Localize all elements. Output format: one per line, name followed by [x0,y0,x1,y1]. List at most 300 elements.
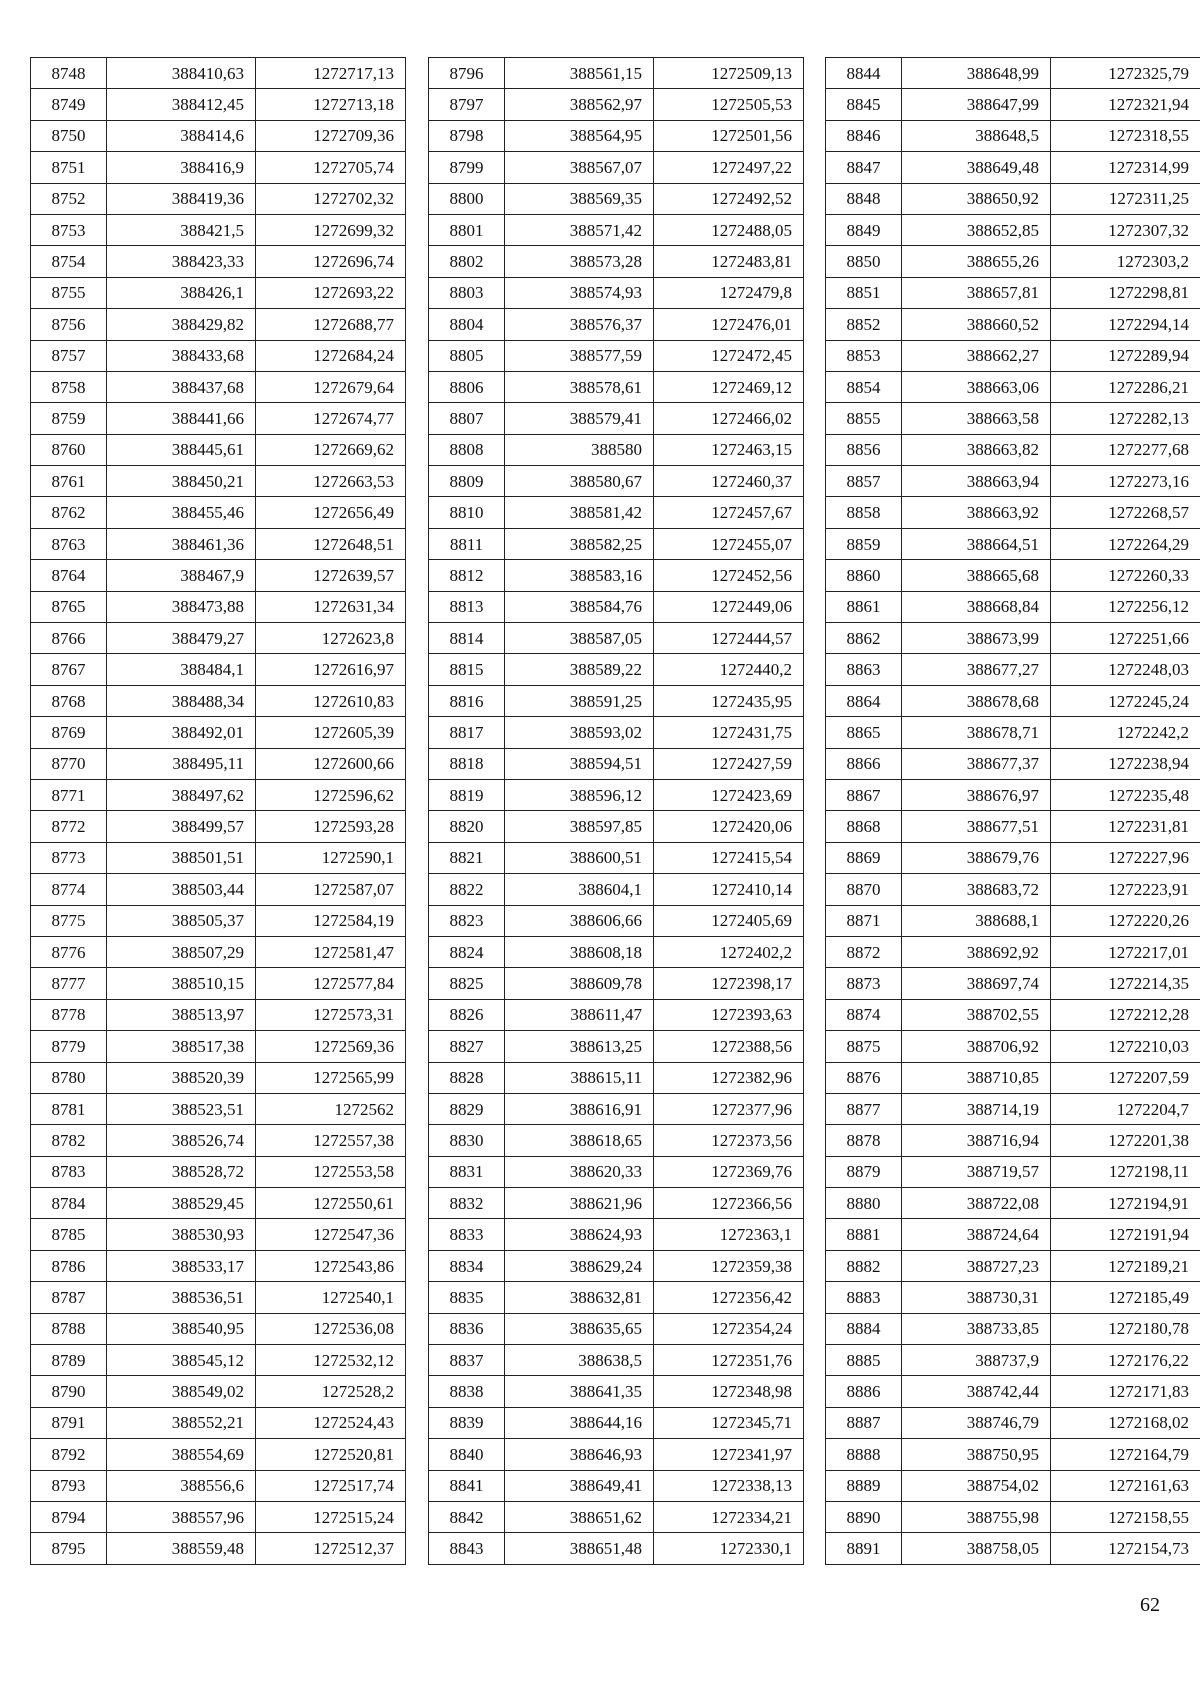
y-coordinate: 1272354,24 [654,1313,804,1344]
x-coordinate: 388549,02 [107,1376,256,1407]
x-coordinate: 388530,93 [107,1219,256,1250]
point-number: 8837 [429,1345,505,1376]
y-coordinate: 1272479,8 [654,277,804,308]
y-coordinate: 1272656,49 [256,497,406,528]
point-number: 8807 [429,403,505,434]
x-coordinate: 388641,35 [505,1376,654,1407]
y-coordinate: 1272212,28 [1051,999,1200,1030]
x-coordinate: 388429,82 [107,309,256,340]
y-coordinate: 1272341,97 [654,1439,804,1470]
table-row [429,1501,804,1532]
x-coordinate: 388608,18 [505,936,654,967]
point-number: 8844 [826,58,902,89]
y-coordinate: 1272248,03 [1051,654,1200,685]
table-row [826,999,1200,1030]
coordinate-tables [30,57,1189,1567]
x-coordinate: 388416,9 [107,152,256,183]
point-number: 8818 [429,748,505,779]
x-coordinate: 388657,81 [902,277,1051,308]
table-row [826,246,1200,277]
y-coordinate: 1272528,2 [256,1376,406,1407]
table-row [31,654,406,685]
y-coordinate: 1272431,75 [654,717,804,748]
x-coordinate: 388632,81 [505,1282,654,1313]
y-coordinate: 1272251,66 [1051,623,1200,654]
y-coordinate: 1272509,13 [654,58,804,89]
x-coordinate: 388706,92 [902,1031,1051,1062]
table-row [31,685,406,716]
y-coordinate: 1272402,2 [654,936,804,967]
point-number: 8860 [826,560,902,591]
point-number: 8873 [826,968,902,999]
point-number: 8857 [826,466,902,497]
y-coordinate: 1272536,08 [256,1313,406,1344]
x-coordinate: 388746,79 [902,1407,1051,1438]
point-number: 8840 [429,1439,505,1470]
point-number: 8751 [31,152,107,183]
table-row [429,1093,804,1124]
x-coordinate: 388673,99 [902,623,1051,654]
table-row [429,1062,804,1093]
table-row [429,591,804,622]
y-coordinate: 1272294,14 [1051,309,1200,340]
y-coordinate: 1272452,56 [654,560,804,591]
y-coordinate: 1272325,79 [1051,58,1200,89]
y-coordinate: 1272415,54 [654,842,804,873]
x-coordinate: 388755,98 [902,1501,1051,1532]
table-row [429,968,804,999]
point-number: 8834 [429,1250,505,1281]
table-row [429,560,804,591]
point-number: 8888 [826,1439,902,1470]
point-number: 8810 [429,497,505,528]
table-row [31,1219,406,1250]
y-coordinate: 1272382,96 [654,1062,804,1093]
table-row [826,309,1200,340]
table-row [429,623,804,654]
y-coordinate: 1272562 [256,1093,406,1124]
y-coordinate: 1272457,67 [654,497,804,528]
x-coordinate: 388662,27 [902,340,1051,371]
x-coordinate: 388742,44 [902,1376,1051,1407]
y-coordinate: 1272180,78 [1051,1313,1200,1344]
point-number: 8843 [429,1533,505,1564]
point-number: 8781 [31,1093,107,1124]
x-coordinate: 388467,9 [107,560,256,591]
x-coordinate: 388545,12 [107,1345,256,1376]
table-row [31,1470,406,1501]
y-coordinate: 1272460,37 [654,466,804,497]
table-row [826,403,1200,434]
point-number: 8770 [31,748,107,779]
point-number: 8850 [826,246,902,277]
y-coordinate: 1272420,06 [654,811,804,842]
point-number: 8767 [31,654,107,685]
x-coordinate: 388596,12 [505,779,654,810]
point-number: 8891 [826,1533,902,1564]
point-number: 8820 [429,811,505,842]
y-coordinate: 1272623,8 [256,623,406,654]
x-coordinate: 388503,44 [107,874,256,905]
point-number: 8765 [31,591,107,622]
y-coordinate: 1272569,36 [256,1031,406,1062]
point-number: 8890 [826,1501,902,1532]
y-coordinate: 1272373,56 [654,1125,804,1156]
coordinate-table-1 [30,57,406,1565]
y-coordinate: 1272600,66 [256,748,406,779]
point-number: 8749 [31,89,107,120]
table-row [826,811,1200,842]
point-number: 8769 [31,717,107,748]
table-row [31,779,406,810]
point-number: 8778 [31,999,107,1030]
x-coordinate: 388724,64 [902,1219,1051,1250]
table-row [429,685,804,716]
x-coordinate: 388663,82 [902,434,1051,465]
y-coordinate: 1272363,1 [654,1219,804,1250]
point-number: 8766 [31,623,107,654]
point-number: 8817 [429,717,505,748]
point-number: 8748 [31,58,107,89]
x-coordinate: 388414,6 [107,120,256,151]
x-coordinate: 388702,55 [902,999,1051,1030]
y-coordinate: 1272191,94 [1051,1219,1200,1250]
table-row [826,685,1200,716]
y-coordinate: 1272256,12 [1051,591,1200,622]
table-row [826,842,1200,873]
point-number: 8776 [31,936,107,967]
y-coordinate: 1272356,42 [654,1282,804,1313]
table-row [31,152,406,183]
table-row [31,497,406,528]
table-row [826,779,1200,810]
x-coordinate: 388600,51 [505,842,654,873]
y-coordinate: 1272201,38 [1051,1125,1200,1156]
table-row [826,1376,1200,1407]
table-row [31,905,406,936]
x-coordinate: 388559,48 [107,1533,256,1564]
y-coordinate: 1272338,13 [654,1470,804,1501]
table-row [826,654,1200,685]
x-coordinate: 388526,74 [107,1125,256,1156]
table-row [31,591,406,622]
table-row [826,1501,1200,1532]
table-row [31,1376,406,1407]
point-number: 8760 [31,434,107,465]
point-number: 8868 [826,811,902,842]
x-coordinate: 388678,71 [902,717,1051,748]
y-coordinate: 1272204,7 [1051,1093,1200,1124]
table-row [429,89,804,120]
table-row [429,183,804,214]
x-coordinate: 388615,11 [505,1062,654,1093]
table-row [429,842,804,873]
x-coordinate: 388621,96 [505,1188,654,1219]
table-row [826,1156,1200,1187]
table-row [31,58,406,89]
point-number: 8792 [31,1439,107,1470]
point-number: 8874 [826,999,902,1030]
page-number: 62 [1140,1594,1160,1616]
y-coordinate: 1272348,98 [654,1376,804,1407]
y-coordinate: 1272565,99 [256,1062,406,1093]
table-row [429,1439,804,1470]
y-coordinate: 1272268,57 [1051,497,1200,528]
point-number: 8759 [31,403,107,434]
point-number: 8808 [429,434,505,465]
x-coordinate: 388648,5 [902,120,1051,151]
coordinate-table-2 [428,57,804,1565]
y-coordinate: 1272515,24 [256,1501,406,1532]
table-row [429,779,804,810]
x-coordinate: 388649,48 [902,152,1051,183]
table-row [826,1031,1200,1062]
x-coordinate: 388624,93 [505,1219,654,1250]
table-row [31,246,406,277]
point-number: 8841 [429,1470,505,1501]
table-row [429,403,804,434]
y-coordinate: 1272469,12 [654,371,804,402]
point-number: 8804 [429,309,505,340]
point-number: 8780 [31,1062,107,1093]
y-coordinate: 1272185,49 [1051,1282,1200,1313]
x-coordinate: 388758,05 [902,1533,1051,1564]
table-row [826,905,1200,936]
table-row [429,874,804,905]
x-coordinate: 388587,05 [505,623,654,654]
point-number: 8758 [31,371,107,402]
y-coordinate: 1272282,13 [1051,403,1200,434]
x-coordinate: 388644,16 [505,1407,654,1438]
table-row [826,936,1200,967]
table-row [826,717,1200,748]
table-row [826,340,1200,371]
y-coordinate: 1272273,16 [1051,466,1200,497]
x-coordinate: 388635,65 [505,1313,654,1344]
y-coordinate: 1272444,57 [654,623,804,654]
y-coordinate: 1272532,12 [256,1345,406,1376]
table-row [429,905,804,936]
x-coordinate: 388697,74 [902,968,1051,999]
table-row [429,1282,804,1313]
y-coordinate: 1272584,19 [256,905,406,936]
point-number: 8866 [826,748,902,779]
table-row [826,89,1200,120]
table-row [429,466,804,497]
point-number: 8772 [31,811,107,842]
x-coordinate: 388505,37 [107,905,256,936]
table-row [826,1188,1200,1219]
x-coordinate: 388574,93 [505,277,654,308]
x-coordinate: 388492,01 [107,717,256,748]
y-coordinate: 1272334,21 [654,1501,804,1532]
table-row [31,1031,406,1062]
table-row [31,1501,406,1532]
x-coordinate: 388576,37 [505,309,654,340]
y-coordinate: 1272688,77 [256,309,406,340]
y-coordinate: 1272260,33 [1051,560,1200,591]
point-number: 8882 [826,1250,902,1281]
table-row [826,591,1200,622]
x-coordinate: 388733,85 [902,1313,1051,1344]
point-number: 8846 [826,120,902,151]
y-coordinate: 1272693,22 [256,277,406,308]
x-coordinate: 388523,51 [107,1093,256,1124]
x-coordinate: 388638,5 [505,1345,654,1376]
x-coordinate: 388581,42 [505,497,654,528]
y-coordinate: 1272713,18 [256,89,406,120]
y-coordinate: 1272164,79 [1051,1439,1200,1470]
table-row [826,152,1200,183]
point-number: 8803 [429,277,505,308]
x-coordinate: 388620,33 [505,1156,654,1187]
table-row [429,528,804,559]
y-coordinate: 1272440,2 [654,654,804,685]
point-number: 8869 [826,842,902,873]
y-coordinate: 1272699,32 [256,214,406,245]
point-number: 8757 [31,340,107,371]
point-number: 8854 [826,371,902,402]
table-row [429,1376,804,1407]
point-number: 8786 [31,1250,107,1281]
point-number: 8880 [826,1188,902,1219]
table-row [826,434,1200,465]
table-row [31,968,406,999]
y-coordinate: 1272198,11 [1051,1156,1200,1187]
point-number: 8800 [429,183,505,214]
table-row [31,120,406,151]
x-coordinate: 388533,17 [107,1250,256,1281]
x-coordinate: 388663,92 [902,497,1051,528]
point-number: 8753 [31,214,107,245]
y-coordinate: 1272587,07 [256,874,406,905]
y-coordinate: 1272466,02 [654,403,804,434]
y-coordinate: 1272345,71 [654,1407,804,1438]
x-coordinate: 388727,23 [902,1250,1051,1281]
point-number: 8862 [826,623,902,654]
table-row [826,277,1200,308]
x-coordinate: 388750,95 [902,1439,1051,1470]
y-coordinate: 1272540,1 [256,1282,406,1313]
point-number: 8870 [826,874,902,905]
y-coordinate: 1272286,21 [1051,371,1200,402]
x-coordinate: 388499,57 [107,811,256,842]
x-coordinate: 388663,94 [902,466,1051,497]
point-number: 8845 [826,89,902,120]
y-coordinate: 1272220,26 [1051,905,1200,936]
table-row [31,1345,406,1376]
table-row [826,371,1200,402]
point-number: 8752 [31,183,107,214]
y-coordinate: 1272492,52 [654,183,804,214]
x-coordinate: 388582,25 [505,528,654,559]
point-number: 8827 [429,1031,505,1062]
point-number: 8848 [826,183,902,214]
table-row [826,1313,1200,1344]
point-number: 8881 [826,1219,902,1250]
point-number: 8784 [31,1188,107,1219]
point-number: 8858 [826,497,902,528]
y-coordinate: 1272303,2 [1051,246,1200,277]
table-row [429,654,804,685]
y-coordinate: 1272171,83 [1051,1376,1200,1407]
point-number: 8855 [826,403,902,434]
y-coordinate: 1272289,94 [1051,340,1200,371]
x-coordinate: 388441,66 [107,403,256,434]
table-row [429,1188,804,1219]
point-number: 8833 [429,1219,505,1250]
point-number: 8872 [826,936,902,967]
table-row [826,528,1200,559]
y-coordinate: 1272235,48 [1051,779,1200,810]
x-coordinate: 388677,27 [902,654,1051,685]
table-row [429,1470,804,1501]
x-coordinate: 388688,1 [902,905,1051,936]
table-row [31,466,406,497]
y-coordinate: 1272648,51 [256,528,406,559]
point-number: 8864 [826,685,902,716]
y-coordinate: 1272410,14 [654,874,804,905]
x-coordinate: 388557,96 [107,1501,256,1532]
table-row [429,936,804,967]
point-number: 8809 [429,466,505,497]
x-coordinate: 388646,93 [505,1439,654,1470]
y-coordinate: 1272679,64 [256,371,406,402]
table-row [429,371,804,402]
y-coordinate: 1272223,91 [1051,874,1200,905]
x-coordinate: 388567,07 [505,152,654,183]
point-number: 8879 [826,1156,902,1187]
x-coordinate: 388569,35 [505,183,654,214]
y-coordinate: 1272455,07 [654,528,804,559]
point-number: 8764 [31,560,107,591]
y-coordinate: 1272543,86 [256,1250,406,1281]
point-number: 8816 [429,685,505,716]
x-coordinate: 388611,47 [505,999,654,1030]
x-coordinate: 388613,25 [505,1031,654,1062]
y-coordinate: 1272311,25 [1051,183,1200,214]
point-number: 8832 [429,1188,505,1219]
x-coordinate: 388473,88 [107,591,256,622]
table-row [31,214,406,245]
point-number: 8852 [826,309,902,340]
x-coordinate: 388495,11 [107,748,256,779]
table-row [429,246,804,277]
x-coordinate: 388629,24 [505,1250,654,1281]
x-coordinate: 388577,59 [505,340,654,371]
point-number: 8828 [429,1062,505,1093]
y-coordinate: 1272472,45 [654,340,804,371]
point-number: 8875 [826,1031,902,1062]
x-coordinate: 388573,28 [505,246,654,277]
point-number: 8853 [826,340,902,371]
table-row [31,1533,406,1564]
table-row [429,1345,804,1376]
x-coordinate: 388437,68 [107,371,256,402]
table-row [31,183,406,214]
table-row [429,340,804,371]
y-coordinate: 1272669,62 [256,434,406,465]
y-coordinate: 1272517,74 [256,1470,406,1501]
point-number: 8859 [826,528,902,559]
point-number: 8863 [826,654,902,685]
x-coordinate: 388754,02 [902,1470,1051,1501]
table-row [826,1219,1200,1250]
y-coordinate: 1272245,24 [1051,685,1200,716]
y-coordinate: 1272696,74 [256,246,406,277]
y-coordinate: 1272314,99 [1051,152,1200,183]
y-coordinate: 1272547,36 [256,1219,406,1250]
